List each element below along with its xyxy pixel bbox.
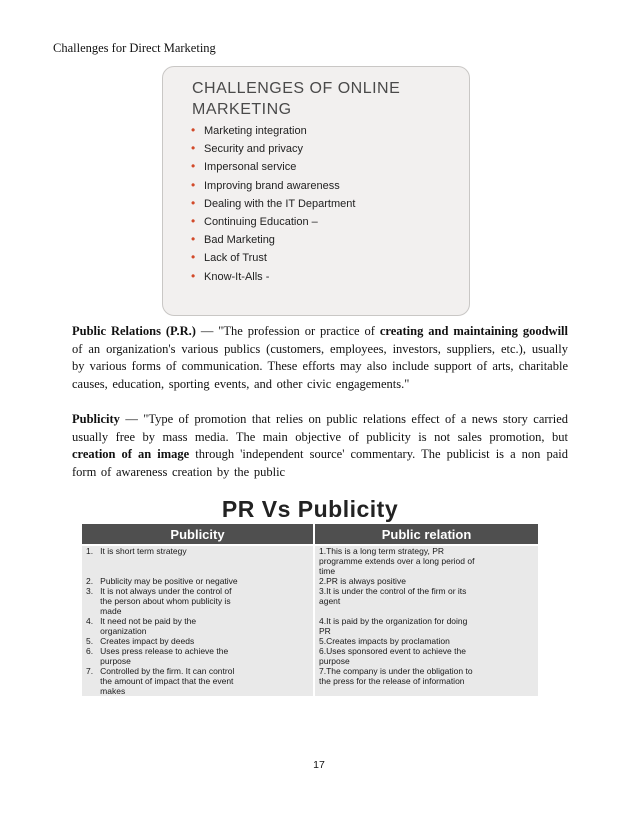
page-number: 17 (313, 759, 325, 771)
pr-emphasis: creating and maintaining goodwill (379, 324, 568, 338)
comparison-table (82, 524, 538, 696)
comparison-title: PR Vs Publicity (221, 496, 399, 522)
list-item: • Impersonal service (191, 158, 355, 176)
list-item: • Dealing with the IT Department (191, 195, 355, 213)
table-row (82, 546, 538, 696)
bullet-icon: • (191, 195, 196, 210)
column-header-public-relation: Public relation (314, 524, 538, 544)
pr-vs-publicity-slide (82, 494, 538, 706)
list-item: • Continuing Education – (191, 213, 355, 231)
list-item: • Know-It-Alls - (191, 268, 355, 286)
column-header-publicity: Publicity (82, 524, 314, 544)
bullet-icon: • (191, 268, 196, 283)
publicity-column: 1. It is short term strategy 2. Publicity may be positive or negative 3. It is not always under the control of the person about whom publicity is made 4. It need not be paid by the organization 5. Creates impact by deeds 6. Uses press release to achieve the purpose 7. Controlled by the firm. It can control the amount of impact that the event makes (82, 546, 314, 696)
online-marketing-challenges-slide (162, 66, 470, 316)
list-item: • Improving brand awareness (191, 177, 355, 195)
list-item: • Marketing integration (191, 122, 355, 140)
list-item: • Lack of Trust (191, 249, 355, 267)
public-relations-paragraph: Public Relations (P.R.) — "The profession or practice of creating and maintaining goodwill of an organization's various publics (customers, employees, investors, suppliers, etc.), usually by various forms of communication. These efforts may also include support of arts, charitable causes, education, sporting events, and other civic engagements." (72, 324, 568, 391)
bullet-icon: • (191, 214, 196, 229)
slide-title-line2: MARKETING (192, 101, 292, 118)
list-item: • Security and privacy (191, 140, 355, 158)
bullet-icon: • (191, 141, 196, 156)
publicity-paragraph: Publicity — "Type of promotion that relies on public relations effect of a news story carried usually free by mass media. The main objective of publicity is not sales promotion, but creation of an image through 'independent source' commentary. The publicist is a non paid form of awareness creation by the public (72, 412, 568, 479)
page-heading: Challenges for Direct Marketing (53, 41, 216, 55)
bullet-icon: • (191, 232, 196, 247)
bullet-icon: • (191, 250, 196, 265)
bullet-icon: • (191, 123, 196, 137)
challenges-list (191, 122, 355, 286)
bullet-icon: • (191, 159, 196, 174)
publicity-term: Publicity (72, 412, 120, 426)
bullet-icon: • (191, 177, 196, 192)
slide-title-line1: CHALLENGES OF ONLINE (192, 80, 401, 97)
publicity-emphasis: creation of an image (72, 447, 190, 461)
pr-term: Public Relations (P.R.) (72, 324, 196, 338)
list-item: • Bad Marketing (191, 231, 355, 249)
slide-title (192, 78, 400, 120)
public-relation-column: 1.This is a long term strategy, PR programme extends over a long period of time 2.PR is always positive 3.It is under the control of the firm or its agent 4.It is paid by the organization for doing PR 5.Creates impacts by proclamation 6.Uses sponsored event to achieve the purpose 7.The company is under the obligation to the press for the release of information (314, 546, 538, 696)
